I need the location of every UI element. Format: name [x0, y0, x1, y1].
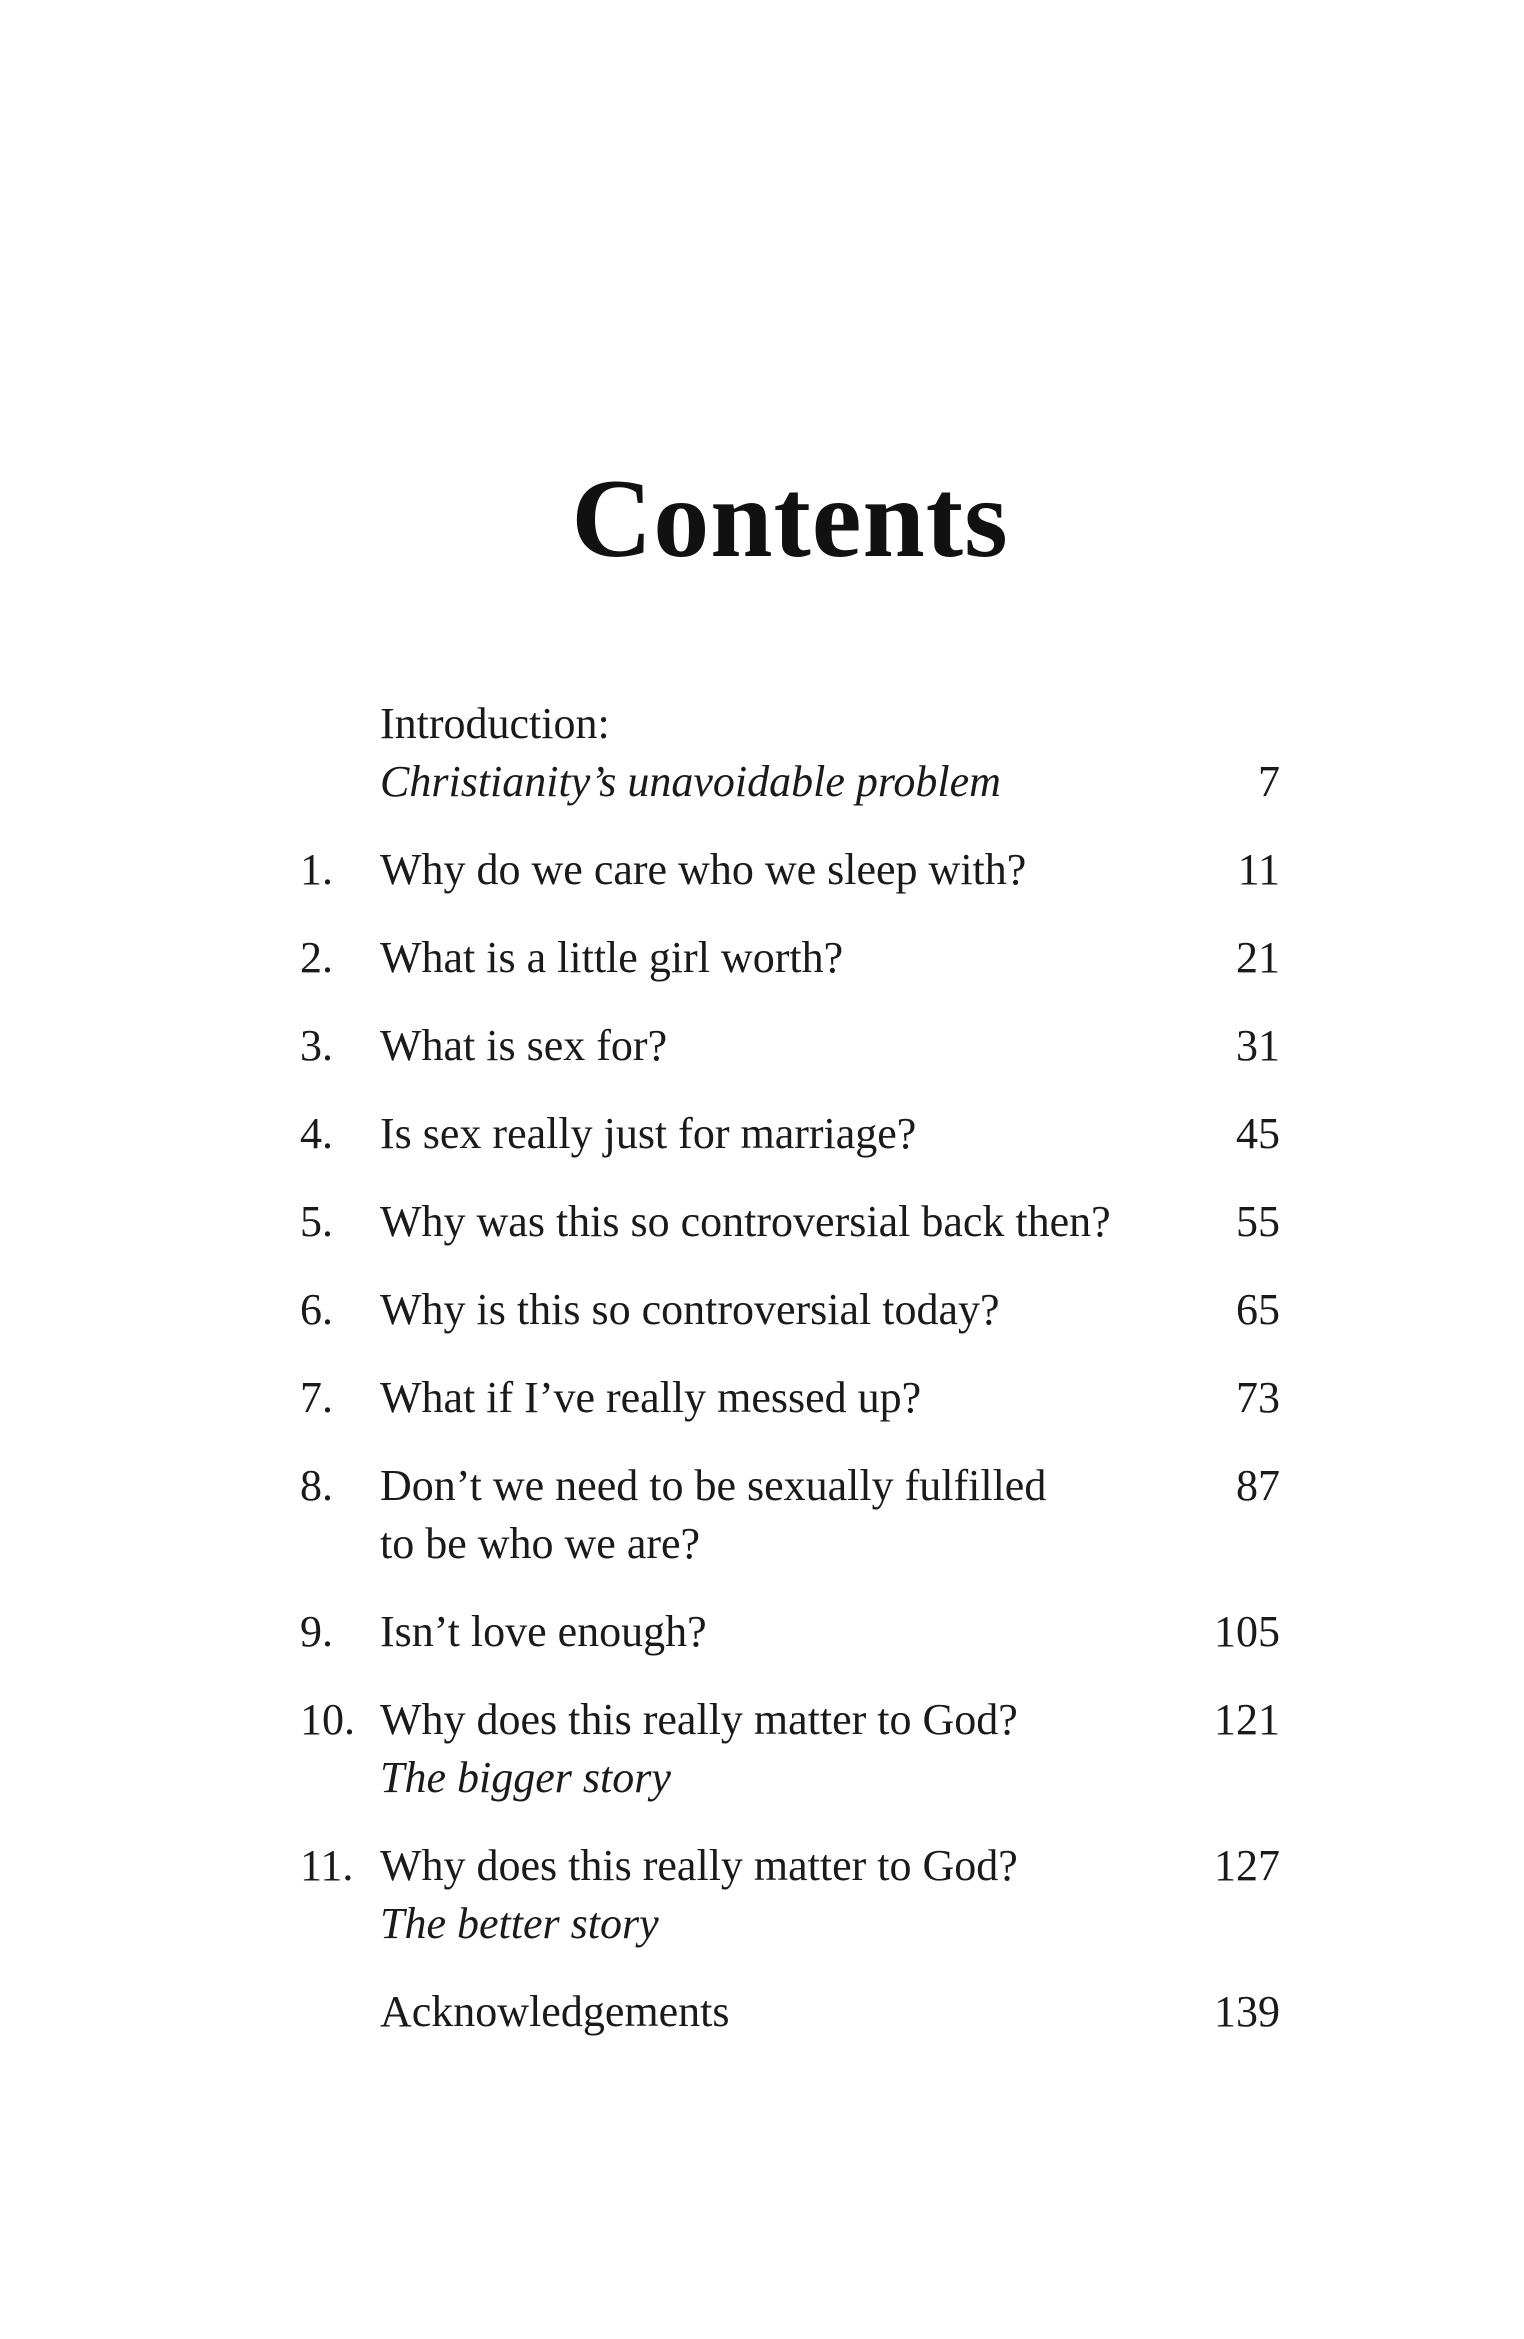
toc-entry-page: 55	[1236, 1197, 1280, 1246]
page-title: Contents	[571, 457, 1009, 581]
toc-entry-title-line: Acknowledgements	[380, 1987, 730, 2036]
toc-entry-number: 2.	[300, 933, 333, 982]
toc-entry-page: 105	[1214, 1607, 1280, 1656]
toc-entry-title	[380, 1603, 1160, 1661]
toc-entry-title-line: Introduction:	[380, 699, 610, 748]
toc-entry-number: 7.	[300, 1373, 333, 1422]
toc-entry-title	[380, 1457, 1160, 1573]
toc-entry-title	[380, 695, 1160, 811]
toc-entry-title	[380, 1369, 1160, 1427]
toc-entry-number: 10.	[300, 1695, 355, 1744]
toc-entry-subtitle: The bigger story	[380, 1753, 671, 1802]
toc-entry-page: 21	[1236, 933, 1280, 982]
toc-entry-page: 65	[1236, 1285, 1280, 1334]
toc-entry-title	[380, 1281, 1160, 1339]
toc-entry-page: 121	[1214, 1695, 1280, 1744]
toc-entry-title-line: What if I’ve really messed up?	[380, 1373, 922, 1422]
toc-entry-page: 139	[1214, 1987, 1280, 2036]
toc-entry-page: 73	[1236, 1373, 1280, 1422]
toc-entry-title	[380, 929, 1160, 987]
toc-entry-number: 3.	[300, 1021, 333, 1070]
toc-entry-title-line: Is sex really just for marriage?	[380, 1109, 917, 1158]
toc-entry-page: 7	[1258, 757, 1280, 806]
toc-entry-page: 127	[1214, 1841, 1280, 1890]
toc-entry-number: 5.	[300, 1197, 333, 1246]
toc-entry-title-line: Why is this so controversial today?	[380, 1285, 1000, 1334]
toc-entry-number: 6.	[300, 1285, 333, 1334]
toc-entry-title-line: What is sex for?	[380, 1021, 668, 1070]
toc-entry-page: 45	[1236, 1109, 1280, 1158]
toc-entry-title-line: to be who we are?	[380, 1519, 701, 1568]
toc-entry-number: 11.	[300, 1841, 354, 1890]
toc-entry-title-line: What is a little girl worth?	[380, 933, 844, 982]
toc-entry-title-line: Why do we care who we sleep with?	[380, 845, 1027, 894]
toc-entry-title	[380, 1983, 1160, 2041]
toc-entry-title	[380, 1837, 1160, 1953]
toc-entry-number: 9.	[300, 1607, 333, 1656]
toc-entry-title-line: Why was this so controversial back then?	[380, 1197, 1111, 1246]
toc-entry-title	[380, 1691, 1160, 1807]
toc-entry-title	[380, 1105, 1160, 1163]
toc-entry-title	[380, 1193, 1160, 1251]
toc-entry-title-line: Don’t we need to be sexually fulfilled	[380, 1461, 1047, 1510]
toc-entry-title-line: Isn’t love enough?	[380, 1607, 707, 1656]
toc-entry-subtitle: Christianity’s unavoidable problem	[380, 757, 1001, 806]
toc-entry-title-line: Why does this really matter to God?	[380, 1841, 1018, 1890]
toc-entry-title-line: Why does this really matter to God?	[380, 1695, 1018, 1744]
toc-entry-page: 11	[1237, 845, 1280, 894]
toc-entry-page: 87	[1236, 1461, 1280, 1510]
toc-entry-number: 4.	[300, 1109, 333, 1158]
toc-entry-number: 1.	[300, 845, 333, 894]
toc-entry-subtitle: The better story	[380, 1899, 659, 1948]
toc-entry-title	[380, 841, 1160, 899]
toc-entry-number: 8.	[300, 1461, 333, 1510]
toc-entry-page: 31	[1236, 1021, 1280, 1070]
toc-entry-title	[380, 1017, 1160, 1075]
